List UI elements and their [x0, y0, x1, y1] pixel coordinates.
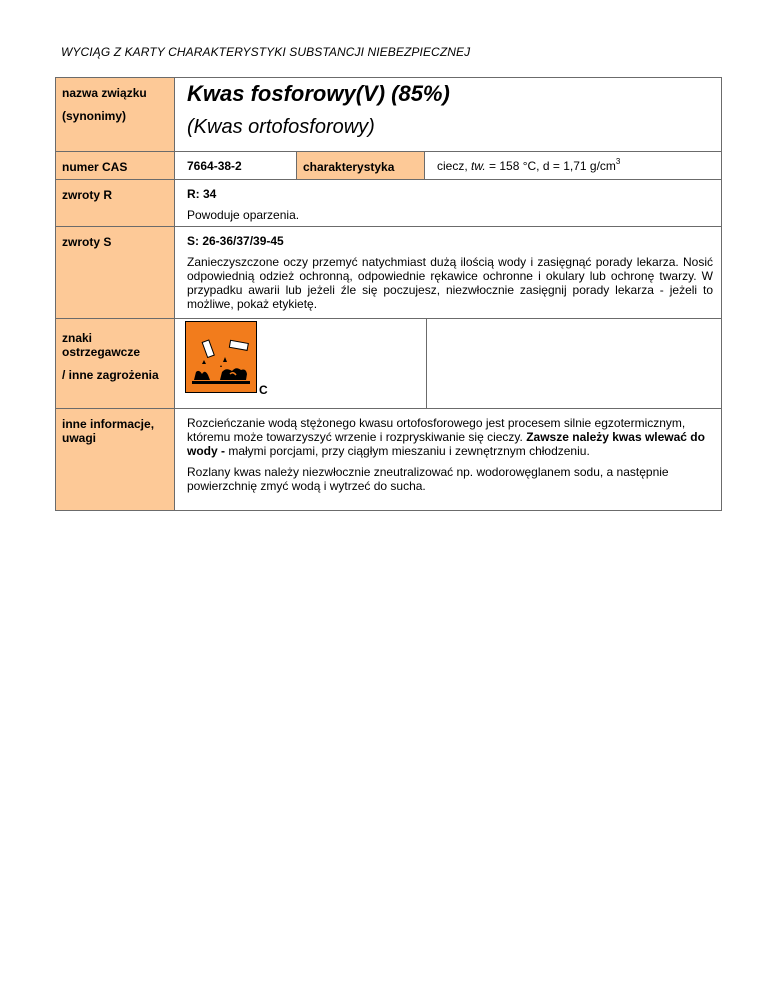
r-phrases-cell [175, 180, 722, 227]
char-sup: 3 [615, 157, 621, 166]
s-phrases-code: S: 26-36/37/39-45 [187, 234, 284, 248]
char-post: = 158 °C, d = 1,71 g/cm [485, 159, 616, 173]
char-tw: tw. [471, 159, 486, 173]
other-info-paragraph-2: Rozlany kwas należy niezwłocznie zneutralizować np. wodorowęglanem sodu, a następnie powierzchnię zmyć wodą i wytrzeć do sucha. [187, 465, 669, 493]
compound-name: Kwas fosforowy(V) (85%) [187, 81, 450, 106]
characteristics-value [425, 152, 722, 180]
hazard-data-sheet [55, 77, 722, 511]
hazard-letter: C [259, 383, 268, 397]
row-r-phrases [56, 180, 722, 227]
label-other-info: inne informacje, uwagi [56, 409, 175, 511]
row-warnings [56, 319, 722, 409]
other-info-paragraph-1 [187, 416, 713, 458]
label-compound-name: nazwa związku [62, 86, 147, 100]
row-cas [56, 152, 722, 180]
corrosive-icon [185, 321, 257, 393]
label-warning-signs: znaki ostrzegawcze [62, 331, 141, 359]
compound-cell [175, 78, 722, 152]
row-s-phrases [56, 227, 722, 319]
other-info-p1b: małymi porcjami, przy ciągłym mieszaniu i zewnętrznym chłodzeniu. [225, 444, 590, 458]
corrosive-pictogram [186, 322, 256, 392]
cas-number: 7664-38-2 [175, 152, 297, 180]
char-pre: ciecz, [437, 159, 472, 173]
label-other-hazards: / inne zagrożenia [62, 368, 159, 382]
s-phrases-cell [175, 227, 722, 319]
r-phrases-text: Powoduje oparzenia. [187, 208, 300, 222]
row-other-info [56, 409, 722, 511]
r-phrases-code: R: 34 [187, 187, 217, 201]
document-header: WYCIĄG Z KARTY CHARAKTERYSTYKI SUBSTANCJI NIEBEZPIECZNEJ [61, 45, 471, 59]
label-synonyms: (synonimy) [62, 109, 127, 123]
warning-symbol-cell [175, 319, 427, 409]
label-cas: numer CAS [56, 152, 175, 180]
other-info-cell [175, 409, 722, 511]
label-s-phrases: zwroty S [56, 227, 175, 319]
label-characteristics: charakterystyka [297, 152, 425, 180]
row-compound [56, 78, 722, 152]
compound-synonym: (Kwas ortofosforowy) [187, 116, 375, 138]
label-r-phrases: zwroty R [56, 180, 175, 227]
label-cell-compound [56, 78, 175, 152]
label-cell-warnings [56, 319, 175, 409]
other-info-p1a: Rozcieńczanie wodą stężonego kwasu ortofosforowego jest procesem silnie egzotermicznym, któremu może towarzyszyć wrzenie i rozpryskiwanie się cieczy. [187, 416, 686, 444]
other-info-p1-bold: Zawsze należy kwas wlewać do wody - [187, 430, 705, 458]
warning-empty-cell [427, 319, 722, 409]
s-phrases-text: Zanieczyszczone oczy przemyć natychmiast dużą ilością wody i zasięgnąć porady lekarza. Nosić odpowiednią odzież ochronną, odpowiednie rękawice ochronne i okulary lub ochronę twarzy. W przypadku awarii lub jeżeli źle się poczujesz, niezwłocznie zasięgnij porady lekarza - jeżeli to możliwe, pokaż etykietę. [187, 255, 714, 311]
